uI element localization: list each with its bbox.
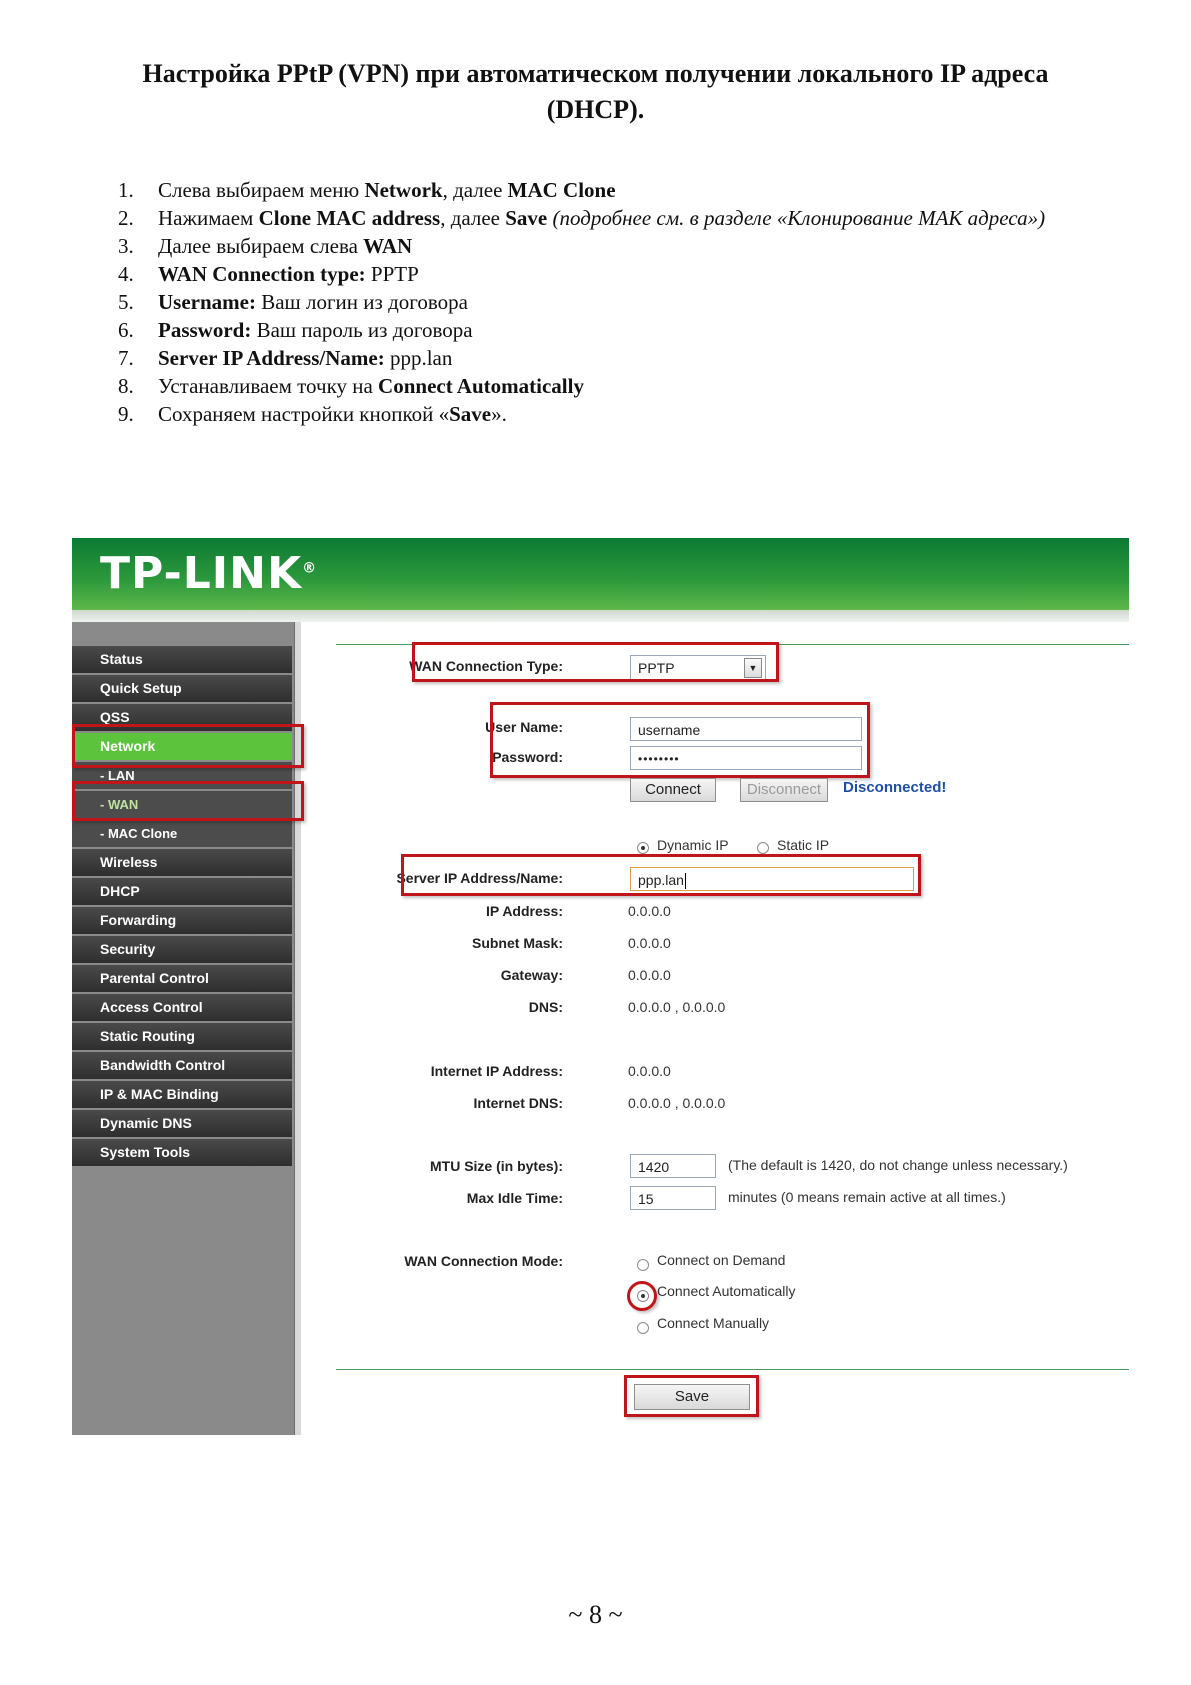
connect-button[interactable]: Connect [630, 778, 716, 802]
static-ip-label: Static IP [777, 837, 830, 853]
menu-dhcp[interactable]: DHCP [72, 878, 292, 907]
router-screenshot [72, 538, 1129, 1435]
max-idle-label: Max Idle Time: [466, 1190, 563, 1206]
save-button[interactable]: Save [634, 1384, 750, 1410]
instruction-list [118, 176, 1118, 428]
menu-lan[interactable]: - LAN [72, 762, 292, 791]
connect-on-demand-radio[interactable] [637, 1259, 649, 1271]
dynamic-ip-label: Dynamic IP [657, 837, 729, 853]
connect-automatically-label: Connect Automatically [657, 1283, 796, 1299]
mtu-input[interactable]: 1420 [630, 1154, 716, 1178]
step-6: 6. Password: Ваш пароль из договора [118, 318, 473, 342]
menu-wan[interactable]: - WAN [72, 791, 292, 820]
menu-ip-mac-binding[interactable]: IP & MAC Binding [72, 1081, 292, 1110]
step-4: 4. WAN Connection type: PPTP [118, 262, 419, 286]
highlight-server [401, 854, 921, 896]
step-3: 3. Далее выбираем слева WAN [118, 234, 413, 258]
internet-dns-label: Internet DNS: [473, 1095, 563, 1111]
ip-address-value: 0.0.0.0 [628, 903, 671, 919]
internet-dns-value: 0.0.0.0 , 0.0.0.0 [628, 1095, 726, 1111]
user-name-label: User Name: [485, 719, 563, 735]
menu-qss[interactable]: QSS [72, 704, 292, 733]
highlight-wan [72, 781, 304, 821]
menu-access-control[interactable]: Access Control [72, 994, 292, 1023]
subnet-mask-value: 0.0.0.0 [628, 935, 671, 951]
step-1: 1. Слева выбираем меню Network, далее MAC Clone [118, 178, 616, 202]
title-line-1: Настройка PPtP (VPN) при автоматическом получении локального IP адреса [142, 59, 1049, 88]
highlight-wan-type [412, 642, 779, 682]
highlight-network [72, 724, 304, 768]
connect-on-demand-label: Connect on Demand [657, 1252, 786, 1268]
connect-manually-label: Connect Manually [657, 1315, 770, 1331]
menu-bandwidth-control[interactable]: Bandwidth Control [72, 1052, 292, 1081]
menu-network[interactable]: Network [72, 733, 292, 762]
dns-value: 0.0.0.0 , 0.0.0.0 [628, 999, 726, 1015]
step-2: 2. Нажимаем Clone MAC address, далее Save (подробнее см. в разделе «Клонирование МАК адреса») [118, 206, 1046, 230]
internet-ip-value: 0.0.0.0 [628, 1063, 671, 1079]
menu-status[interactable]: Status [72, 646, 292, 675]
highlight-save [624, 1375, 759, 1417]
highlight-credentials [490, 702, 870, 778]
menu-system-tools[interactable]: System Tools [72, 1139, 292, 1168]
menu-forwarding[interactable]: Forwarding [72, 907, 292, 936]
server-label: Server IP Address/Name: [396, 870, 563, 886]
wan-type-label: WAN Connection Type: [409, 658, 563, 674]
password-label: Password: [492, 749, 563, 765]
header-banner [72, 538, 1129, 610]
bottom-divider [336, 1369, 1129, 1370]
wan-form [300, 622, 1129, 1435]
dynamic-ip-radio[interactable] [637, 842, 649, 854]
static-ip-radio[interactable] [757, 842, 769, 854]
page-number: ~ 8 ~ [568, 1600, 623, 1629]
menu-static-routing[interactable]: Static Routing [72, 1023, 292, 1052]
connection-status: Disconnected! [843, 779, 947, 796]
max-idle-note: minutes (0 means remain active at all times.) [728, 1189, 1006, 1205]
mtu-label: MTU Size (in bytes): [429, 1158, 563, 1174]
password-input[interactable]: •••••••• [630, 746, 862, 770]
menu-parental-control[interactable]: Parental Control [72, 965, 292, 994]
mtu-note: (The default is 1420, do not change unless necessary.) [728, 1157, 1068, 1173]
step-8: 8. Устанавливаем точку на Connect Automatically [118, 374, 584, 398]
dns-label: DNS: [528, 999, 563, 1015]
ip-address-label: IP Address: [485, 903, 563, 919]
title-line-2: (DHCP). [546, 95, 645, 124]
user-name-input[interactable]: username [630, 717, 862, 741]
wan-type-select[interactable]: PPTP [630, 655, 766, 681]
wan-mode-label: WAN Connection Mode: [404, 1253, 563, 1269]
step-7: 7. Server IP Address/Name: ppp.lan [118, 346, 453, 370]
header-strip [72, 610, 1129, 622]
step-9: 9. Сохраняем настройки кнопкой «Save». [118, 402, 507, 426]
chevron-down-icon[interactable]: ▼ [744, 658, 762, 678]
connect-manually-radio[interactable] [637, 1322, 649, 1334]
menu-wireless[interactable]: Wireless [72, 849, 292, 878]
disconnect-button[interactable]: Disconnect [740, 778, 828, 802]
menu-quick-setup[interactable]: Quick Setup [72, 675, 292, 704]
menu-security[interactable]: Security [72, 936, 292, 965]
gateway-label: Gateway: [500, 967, 563, 983]
gateway-value: 0.0.0.0 [628, 967, 671, 983]
highlight-connect-automatically [627, 1281, 657, 1311]
step-5: 5. Username: Ваш логин из договора [118, 290, 468, 314]
menu-dynamic-dns[interactable]: Dynamic DNS [72, 1110, 292, 1139]
menu-mac-clone[interactable]: - MAC Clone [72, 820, 292, 849]
max-idle-input[interactable]: 15 [630, 1186, 716, 1210]
server-input[interactable]: ppp.lan [630, 867, 914, 891]
internet-ip-label: Internet IP Address: [430, 1063, 563, 1079]
tp-link-logo: TP-LINK® [100, 548, 318, 599]
document-title [90, 56, 1101, 128]
subnet-mask-label: Subnet Mask: [471, 935, 563, 951]
